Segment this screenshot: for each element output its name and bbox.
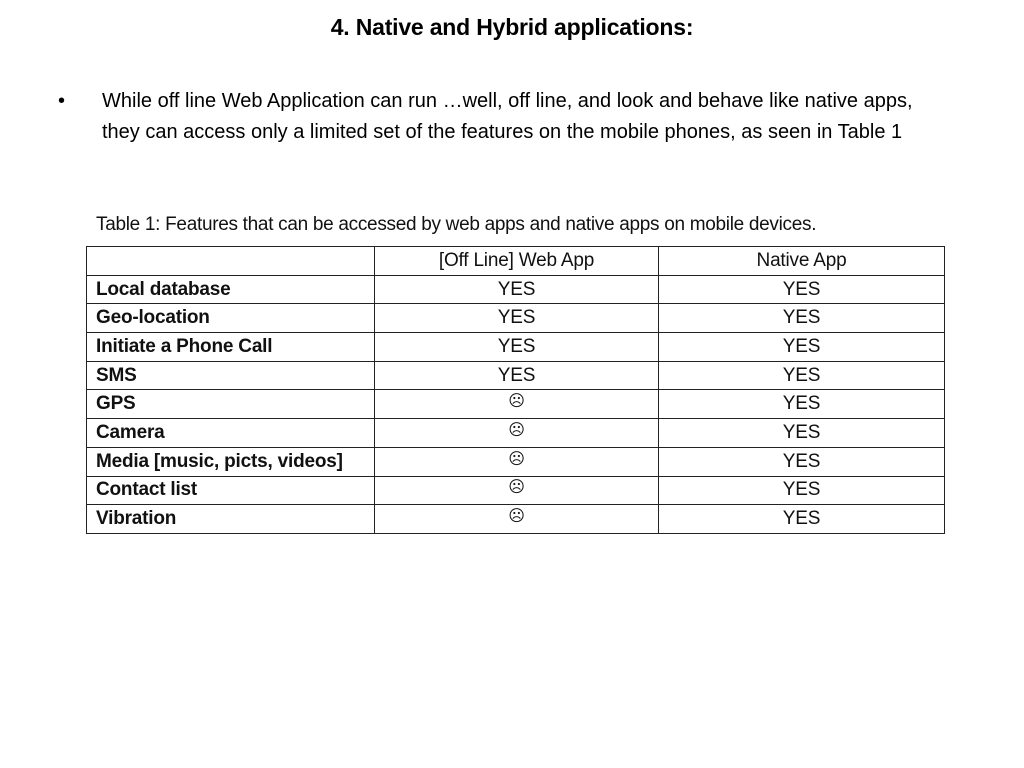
native-app-cell: YES (659, 333, 945, 362)
native-app-cell: YES (659, 304, 945, 333)
feature-cell: Contact list (87, 476, 375, 505)
header-feature (87, 247, 375, 276)
table-row (87, 390, 945, 419)
table-row (87, 333, 945, 362)
web-app-cell (375, 476, 659, 505)
web-app-cell (375, 419, 659, 448)
features-table (86, 246, 945, 534)
native-app-cell: YES (659, 361, 945, 390)
table-row (87, 419, 945, 448)
feature-cell: Initiate a Phone Call (87, 333, 375, 362)
native-app-cell: YES (659, 476, 945, 505)
feature-cell: Vibration (87, 505, 375, 534)
sad-face-icon: ☹ (508, 391, 525, 411)
feature-cell: Local database (87, 275, 375, 304)
table-row (87, 476, 945, 505)
native-app-cell: YES (659, 275, 945, 304)
web-app-cell (375, 390, 659, 419)
header-native-app: Native App (659, 247, 945, 276)
web-app-cell: YES (375, 304, 659, 333)
slide-title: 4. Native and Hybrid applications: (330, 14, 694, 40)
table-row (87, 505, 945, 534)
table-row (87, 361, 945, 390)
bullet-text: While off line Web Application can run …well, off line, and look and behave like native apps, they can access only a limited set of the features on the mobile phones, as seen in Table 1 (102, 90, 913, 143)
table-row (87, 275, 945, 304)
native-app-cell: YES (659, 419, 945, 448)
web-app-cell (375, 447, 659, 476)
native-app-cell: YES (659, 390, 945, 419)
sad-face-icon: ☹ (508, 477, 525, 497)
feature-cell: Geo-location (87, 304, 375, 333)
bullet-icon: • (58, 90, 66, 112)
web-app-cell: YES (375, 361, 659, 390)
table-row (87, 447, 945, 476)
feature-cell: Media [music, picts, videos] (87, 447, 375, 476)
sad-face-icon: ☹ (508, 448, 525, 468)
sad-face-icon: ☹ (508, 419, 525, 439)
feature-cell: SMS (87, 361, 375, 390)
web-app-cell (375, 505, 659, 534)
sad-face-icon: ☹ (508, 506, 525, 526)
native-app-cell: YES (659, 447, 945, 476)
bullet-item (58, 86, 958, 148)
web-app-cell: YES (375, 275, 659, 304)
web-app-cell: YES (375, 333, 659, 362)
feature-cell: GPS (87, 390, 375, 419)
feature-cell: Camera (87, 419, 375, 448)
table-header-row (87, 247, 945, 276)
table-caption: Table 1: Features that can be accessed by web apps and native apps on mobile devices. (96, 214, 817, 235)
header-web-app: [Off Line] Web App (375, 247, 659, 276)
native-app-cell: YES (659, 505, 945, 534)
table-row (87, 304, 945, 333)
